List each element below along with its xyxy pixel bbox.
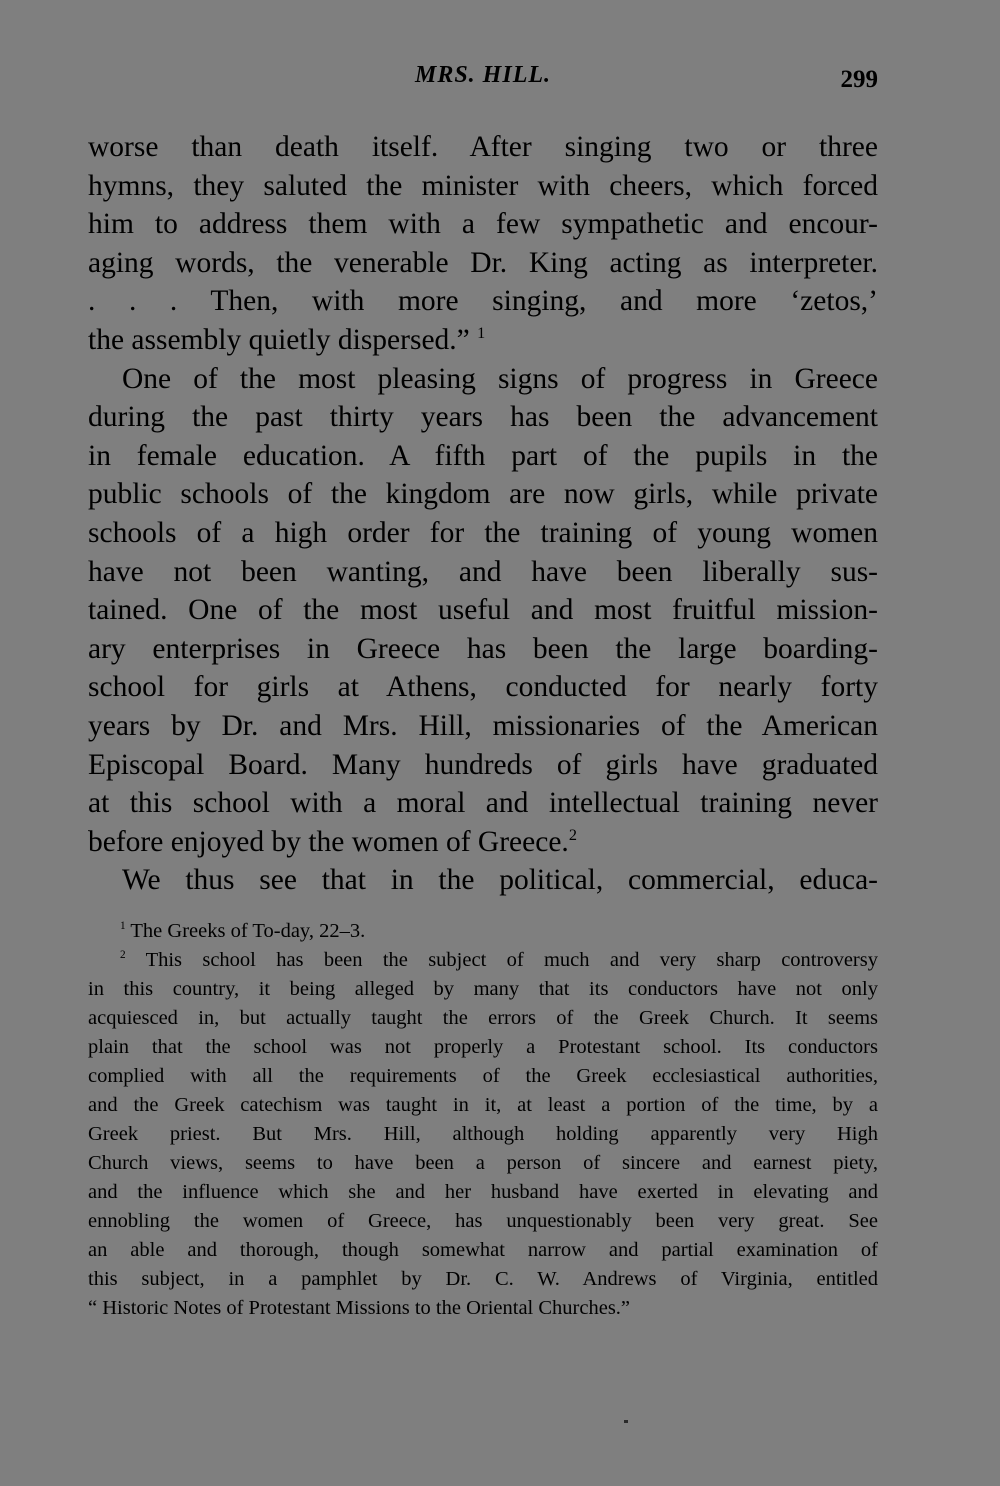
footnote-line: Greek priest. But Mrs. Hill, although holding apparently very High: [88, 1123, 878, 1145]
running-title: MRS. HILL.: [414, 62, 552, 88]
running-head: [88, 62, 878, 102]
footnote-line: this subject, in a pamphlet by Dr. C. W. Andrews of Virginia, entitled: [88, 1268, 878, 1290]
text-line: tained. One of the most useful and most fruitful mission-: [88, 594, 878, 627]
text-line: public schools of the kingdom are now girls, while private: [88, 478, 878, 511]
text-line-content: the assembly quietly dispersed.”: [88, 323, 470, 356]
text-line-content: before enjoyed by the women of Greece.: [88, 825, 569, 858]
text-line: have not been wanting, and have been liberally sus-: [88, 555, 878, 588]
footnote-line: complied with all the requirements of the Greek ecclesiastical authorities,: [88, 1065, 878, 1087]
text-line: school for girls at Athens, conducted for nearly forty: [88, 671, 878, 704]
text-line: in female education. A fifth part of the pupils in the: [88, 439, 878, 472]
text-line: We thus see that in the political, commercial, educa-: [122, 864, 878, 897]
footnote-line: plain that the school was not properly a Protestant school. Its conductors: [88, 1036, 878, 1058]
text-line: years by Dr. and Mrs. Hill, missionaries of the American: [88, 709, 878, 742]
footnotes: [88, 917, 878, 1323]
print-speck: [624, 1420, 628, 1423]
footnote-reference: 1: [477, 324, 486, 343]
footnote-line: Church views, seems to have been a person of sincere and earnest piety,: [88, 1152, 878, 1174]
text-line: aging words, the venerable Dr. King acting as interpreter.: [88, 246, 878, 279]
text-line: ary enterprises in Greece has been the large boarding-: [88, 632, 878, 665]
footnote-marker: 2: [120, 949, 126, 962]
footnote-text: This school has been the subject of much and very sharp controversy: [145, 949, 878, 971]
footnote-reference: 2: [568, 825, 577, 844]
text-line: Episcopal Board. Many hundreds of girls have graduated: [88, 748, 878, 781]
footnote-line: “ Historic Notes of Protestant Missions to the Oriental Churches.”: [88, 1297, 631, 1319]
footnote-2: [88, 946, 878, 975]
text-line: at this school with a moral and intellectual training never: [88, 787, 878, 820]
body-text: [88, 128, 878, 900]
footnote-line: an able and thorough, though somewhat narrow and partial examination of: [88, 1239, 878, 1261]
page-number: 299: [840, 66, 878, 93]
footnote-line: acquiesced in, but actually taught the errors of the Greek Church. It seems: [88, 1007, 878, 1029]
text-line: . . . Then, with more singing, and more ‘zetos,’: [88, 285, 878, 318]
footnote-1: [88, 917, 878, 946]
footnote-text: The Greeks of To-day, 22–3.: [130, 920, 366, 942]
footnote-line: ennobling the women of Greece, has unquestionably been very great. See: [88, 1210, 878, 1232]
text-line: One of the most pleasing signs of progress in Greece: [122, 362, 878, 395]
text-line: hymns, they saluted the minister with cheers, which forced: [88, 169, 878, 202]
text-line: during the past thirty years has been the advancement: [88, 401, 878, 434]
text-line: [88, 823, 878, 862]
footnote-line: in this country, it being alleged by many that its conductors have not only: [88, 978, 878, 1000]
text-line: schools of a high order for the training of young women: [88, 516, 878, 549]
text-line: worse than death itself. After singing two or three: [88, 131, 878, 163]
footnote-line: and the influence which she and her husband have exerted in elevating and: [88, 1181, 878, 1203]
text-line: him to address them with a few sympathetic and encour-: [88, 208, 878, 241]
footnote-marker: 1: [120, 920, 126, 933]
text-line: [88, 321, 878, 360]
footnote-line: and the Greek catechism was taught in it, at least a portion of the time, by a: [88, 1094, 878, 1116]
